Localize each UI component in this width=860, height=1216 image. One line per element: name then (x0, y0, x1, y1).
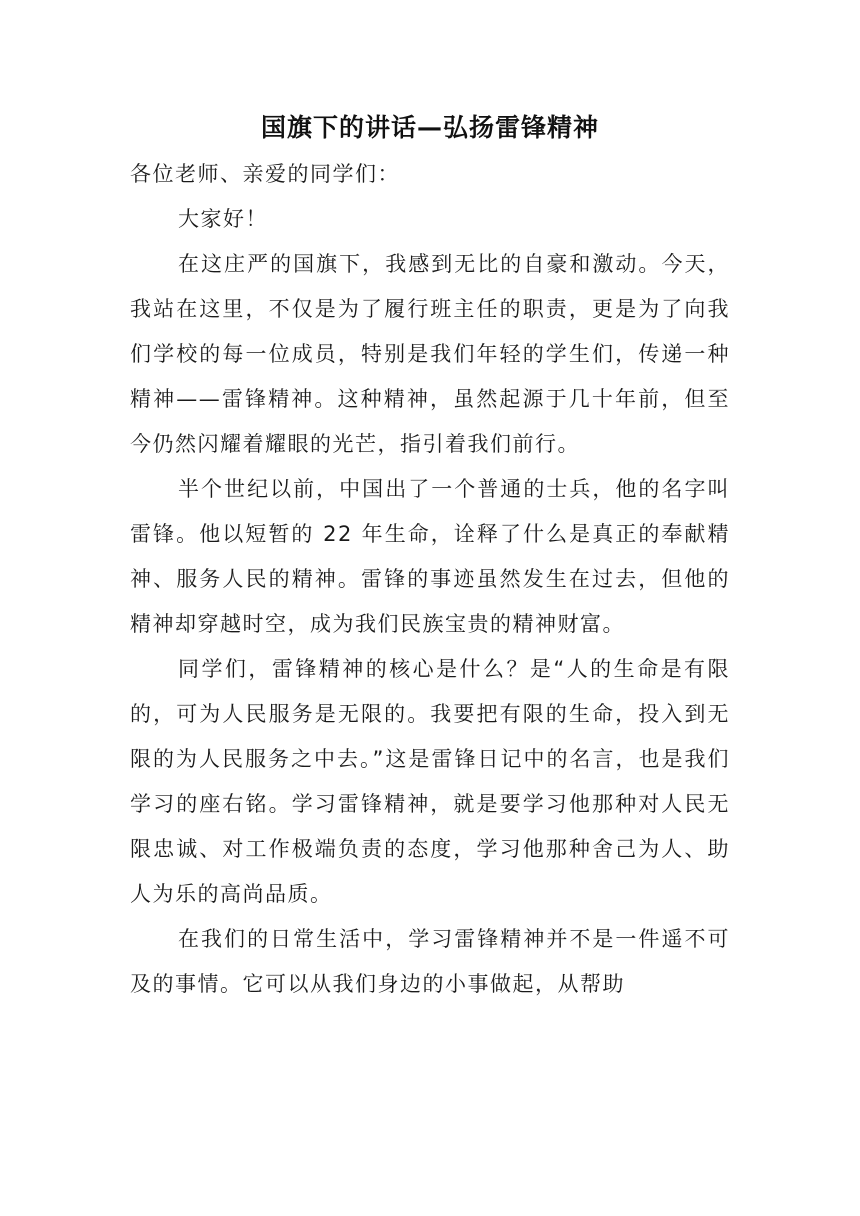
salutation: 各位老师、亲爱的同学们： (130, 162, 400, 186)
paragraph-daily-life: 在我们的日常生活中，学习雷锋精神并不是一件遥不可及的事情。它可以从我们身边的小事做起，从帮助 (130, 927, 730, 996)
document-title: 国旗下的讲话—弘扬雷锋精神 (260, 113, 599, 142)
document-body (130, 152, 730, 1007)
paragraph-core-spirit: 同学们，雷锋精神的核心是什么？是“人的生命是有限的，可为人民服务是无限的。我要把有限的生命，投入到无限的为人民服务之中去。”这是雷锋日记中的名言，也是我们学习的座右铭。学习雷锋精神，就是要学习他那种对人民无限忠诚、对工作极端负责的态度，学习他那种舍己为人、助人为乐的高尚品质。 (130, 657, 730, 906)
paragraph-intro: 在这庄严的国旗下，我感到无比的自豪和激动。今天，我站在这里，不仅是为了履行班主任的职责，更是为了向我们学校的每一位成员，特别是我们年轻的学生们，传递一种精神——雷锋精神。这种精神，虽然起源于几十年前，但至今仍然闪耀着耀眼的光芒，指引着我们前行。 (130, 252, 730, 456)
paragraph-history: 半个世纪以前，中国出了一个普通的士兵，他的名字叫雷锋。他以短暂的 22 年生命，诠释了什么是真正的奉献精神、服务人民的精神。雷锋的事迹虽然发生在过去，但他的精神却穿越时空，成为我们民族宝贵的精神财富。 (130, 477, 730, 636)
paragraph-greeting: 大家好！ (178, 207, 268, 231)
